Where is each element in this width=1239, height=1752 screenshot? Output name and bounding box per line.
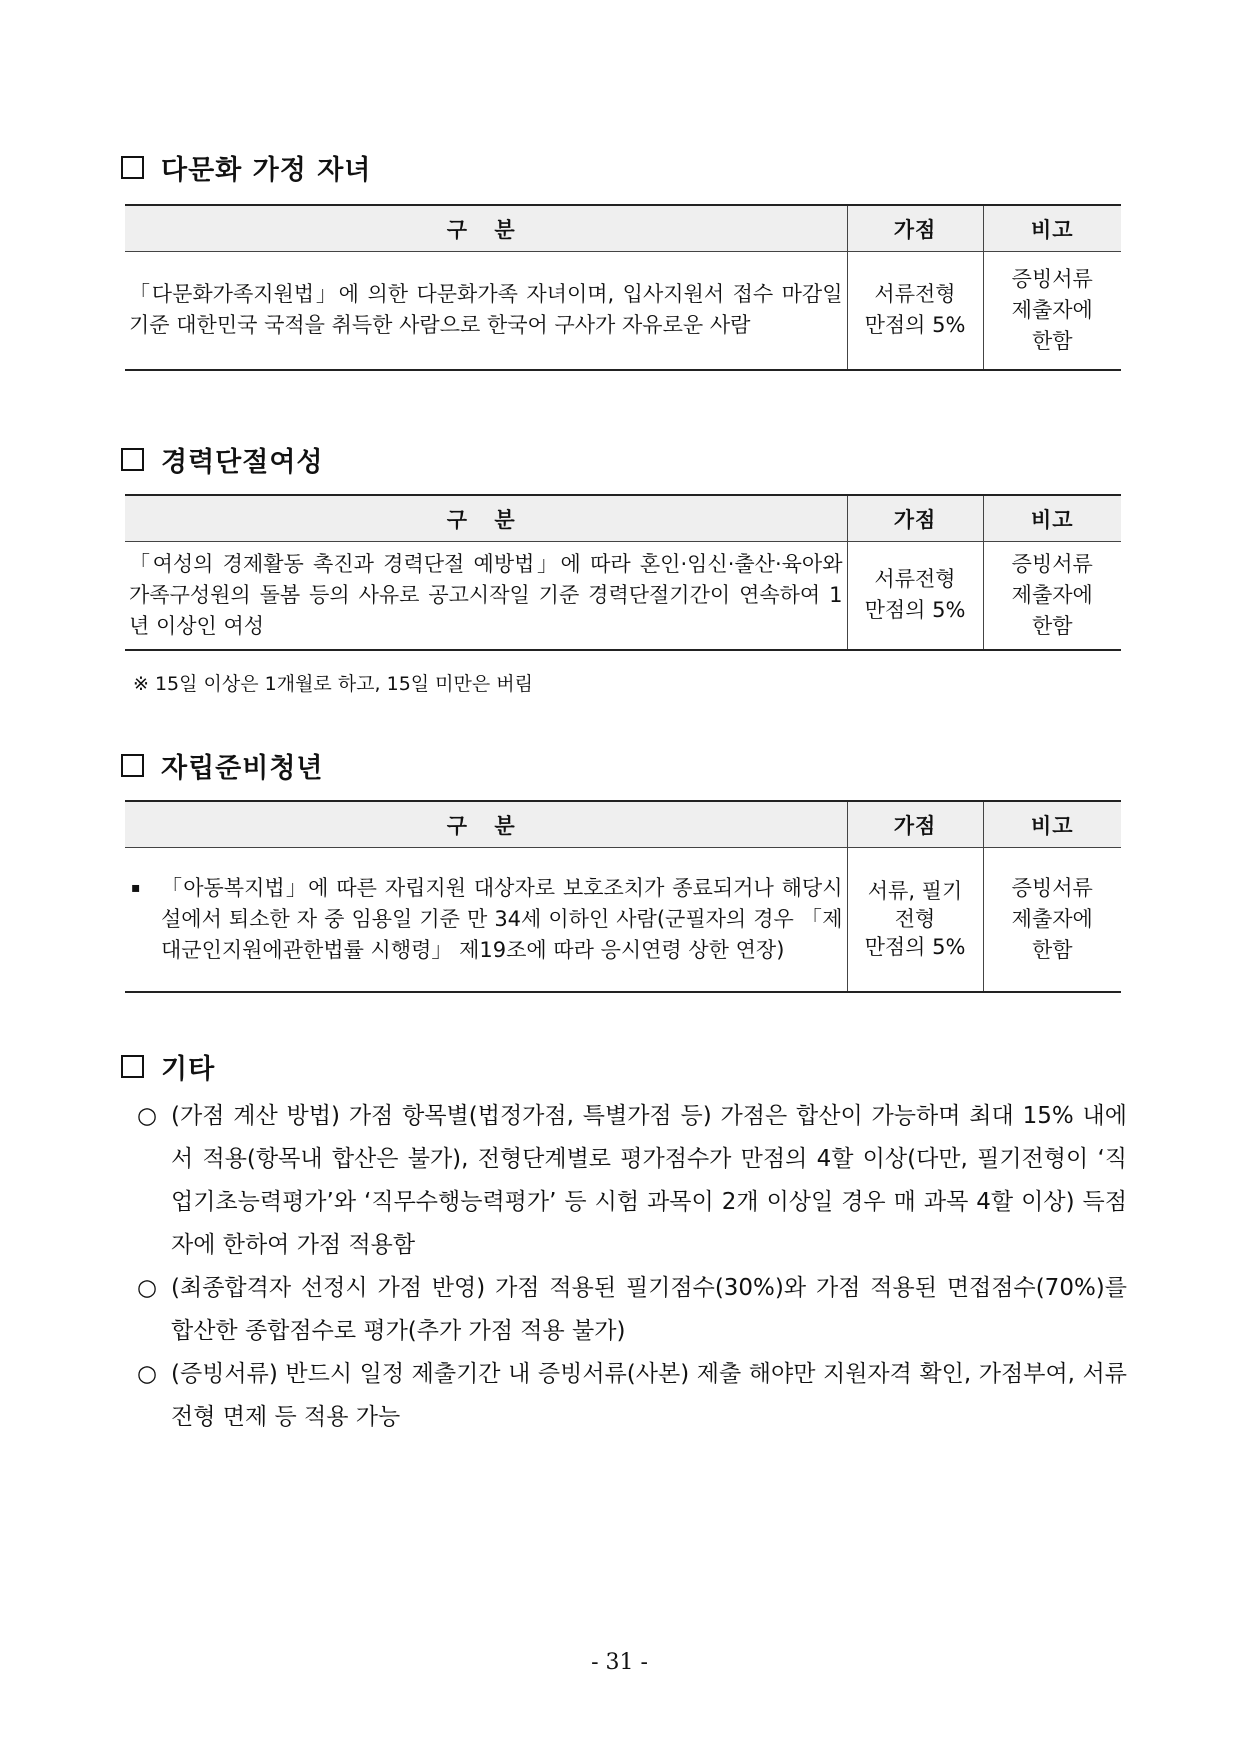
section-title-text: 경력단절여성 bbox=[161, 447, 324, 478]
row-description: ▪ 「아동복지법」에 따른 자립지원 대상자로 보호조치가 종료되거나 해당시설에서 퇴소한 자 중 임용일 기준 만 34세 이하인 사람(군필자의 경우 「제대군인지원에관한법률 시행령」 제19조에 따라 응시연령 상한 연장) bbox=[125, 848, 847, 992]
checkbox-icon bbox=[121, 156, 144, 179]
table-multicultural bbox=[125, 204, 1121, 371]
section-title-text: 다문화 가정 자녀 bbox=[161, 155, 372, 186]
table-career-break bbox=[125, 494, 1121, 651]
header-points: 가점 bbox=[847, 205, 983, 252]
etc-list bbox=[137, 1095, 1127, 1439]
checkbox-icon bbox=[121, 448, 144, 471]
header-points: 가점 bbox=[847, 801, 983, 848]
row-description: 「여성의 경제활동 촉진과 경력단절 예방법」에 따라 혼인·임신·출산·육아와 가족구성원의 돌봄 등의 사유로 공고시작일 기준 경력단절기간이 연속하여 1년 이상인 여성 bbox=[125, 542, 847, 650]
row-points: 서류, 필기 전형 만점의 5% bbox=[847, 848, 983, 992]
circle-marker-icon: ○ bbox=[137, 1361, 158, 1387]
header-category: 구 분 bbox=[125, 205, 847, 252]
section-title-independence bbox=[121, 746, 324, 785]
checkbox-icon bbox=[121, 1055, 144, 1078]
row-remarks: 증빙서류 제출자에 한함 bbox=[983, 542, 1121, 650]
list-item: ○ (증빙서류) 반드시 일정 제출기간 내 증빙서류(사본) 제출 해야만 지원자격 확인, 가점부여, 서류전형 면제 등 적용 가능 bbox=[137, 1353, 1127, 1439]
row-remarks: 증빙서류 제출자에 한함 bbox=[983, 848, 1121, 992]
row-points: 서류전형 만점의 5% bbox=[847, 252, 983, 370]
row-points: 서류전형 만점의 5% bbox=[847, 542, 983, 650]
row-remarks: 증빙서류 제출자에 한함 bbox=[983, 252, 1121, 370]
header-category: 구 분 bbox=[125, 801, 847, 848]
row-description: 「다문화가족지원법」에 의한 다문화가족 자녀이며, 입사지원서 접수 마감일 기준 대한민국 국적을 취득한 사람으로 한국어 구사가 자유로운 사람 bbox=[125, 252, 847, 370]
header-points: 가점 bbox=[847, 495, 983, 542]
note-text: ※ 15일 이상은 1개월로 하고, 15일 미만은 버림 bbox=[133, 673, 533, 695]
header-remarks: 비고 bbox=[983, 495, 1121, 542]
header-remarks: 비고 bbox=[983, 801, 1121, 848]
section-title-etc bbox=[121, 1047, 215, 1086]
bullet-icon: ▪ bbox=[131, 879, 141, 896]
section-title-text: 자립준비청년 bbox=[161, 753, 324, 784]
section-title-career-break bbox=[121, 440, 324, 479]
list-item: ○ (최종합격자 선정시 가점 반영) 가점 적용된 필기점수(30%)와 가점 적용된 면접점수(70%)를 합산한 종합점수로 평가(추가 가점 적용 불가) bbox=[137, 1267, 1127, 1353]
section-title-text: 기타 bbox=[161, 1054, 216, 1085]
table-independence bbox=[125, 800, 1121, 993]
page-number: - 31 - bbox=[591, 1650, 648, 1675]
header-category: 구 분 bbox=[125, 495, 847, 542]
checkbox-icon bbox=[121, 754, 144, 777]
list-item: ○ (가점 계산 방법) 가점 항목별(법정가점, 특별가점 등) 가점은 합산이 가능하며 최대 15% 내에서 적용(항목내 합산은 불가), 전형단계별로 평가점수가 만점의 4할 이상(다만, 필기전형이 ‘직업기초능력평가’와 ‘직무수행능력평가’ 등 시험 과목이 2개 이상일 경우 매 과목 4할 이상) 득점자에 한하여 가점 적용함 bbox=[137, 1095, 1127, 1267]
header-remarks: 비고 bbox=[983, 205, 1121, 252]
circle-marker-icon: ○ bbox=[137, 1275, 158, 1301]
section-title-multicultural bbox=[121, 148, 371, 187]
circle-marker-icon: ○ bbox=[137, 1103, 158, 1129]
